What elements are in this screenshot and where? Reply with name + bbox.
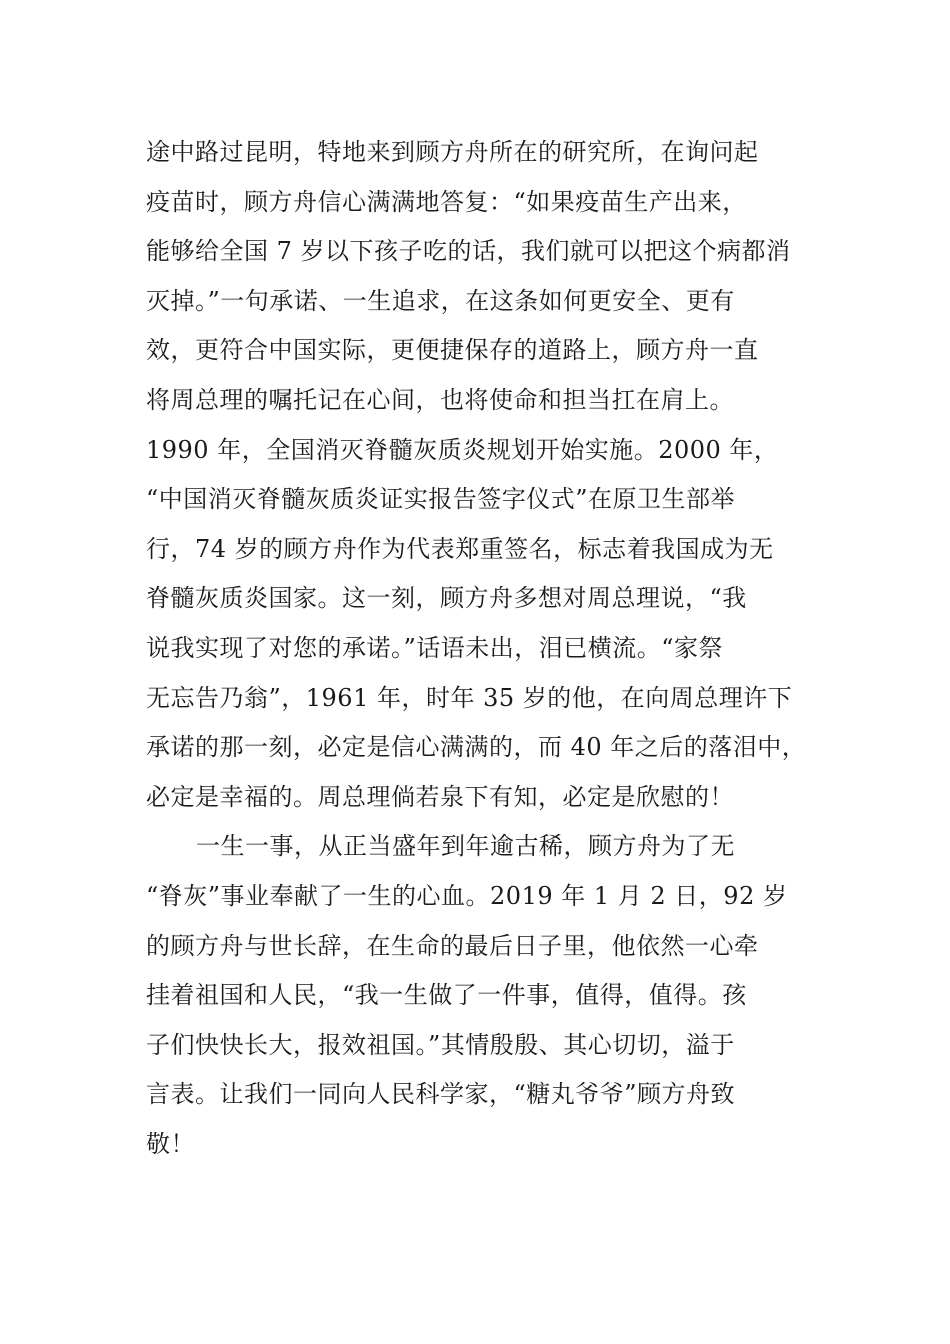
text-line: 效，更符合中国实际，更便捷保存的道路上，顾方舟一直: [146, 336, 759, 365]
text-line: 脊髓灰质炎国家。这一刻，顾方舟多想对周总理说，“我: [146, 584, 747, 613]
text-line: 灭掉。”一句承诺、一生追求，在这条如何更安全、更有: [146, 286, 735, 315]
text-line: “中国消灭脊髓灰质炎证实报告签字仪式”在原卫生部举: [146, 485, 736, 514]
text-line: 疫苗时，顾方舟信心满满地答复：“如果疫苗生产出来，: [146, 187, 747, 216]
text-line: 能够给全国 7 岁以下孩子吃的话，我们就可以把这个病都消: [146, 237, 791, 266]
text-line: 无忘告乃翁”，1961 年，时年 35 岁的他，在向周总理许下: [146, 683, 793, 712]
text-line: 1990 年，全国消灭脊髓灰质炎规划开始实施。2000 年，: [146, 435, 779, 464]
text-line: 说我实现了对您的承诺。”话语未出，泪已横流。“家祭: [146, 633, 724, 662]
text-line: 行，74 岁的顾方舟作为代表郑重签名，标志着我国成为无: [146, 534, 774, 563]
body-text: [146, 128, 816, 1169]
text-line: 承诺的那一刻，必定是信心满满的，而 40 年之后的落泪中，: [146, 733, 807, 762]
text-line: “脊灰”事业奉献了一生的心血。2019 年 1 月 2 日，92 岁: [146, 881, 788, 910]
text-line: 挂着祖国和人民，“我一生做了一件事，值得，值得。孩: [146, 981, 747, 1010]
text-line: 必定是幸福的。周总理倘若泉下有知，必定是欣慰的！: [146, 782, 734, 811]
text-line: 言表。让我们一同向人民科学家，“糖丸爷爷”顾方舟致: [146, 1080, 736, 1109]
text-line: 子们快快长大，报效祖国。”其情殷殷、其心切切，溢于: [146, 1030, 735, 1059]
text-line: 的顾方舟与世长辞，在生命的最后日子里，他依然一心牵: [146, 931, 759, 960]
text-line: 途中路过昆明，特地来到顾方舟所在的研究所，在询问起: [146, 138, 759, 166]
text-line: 敬！: [146, 1129, 195, 1158]
text-line: 将周总理的嘱托记在心间，也将使命和担当扛在肩上。: [146, 385, 734, 414]
paragraph-start-line: 一生一事，从正当盛年到年逾古稀，顾方舟为了无: [196, 832, 735, 861]
